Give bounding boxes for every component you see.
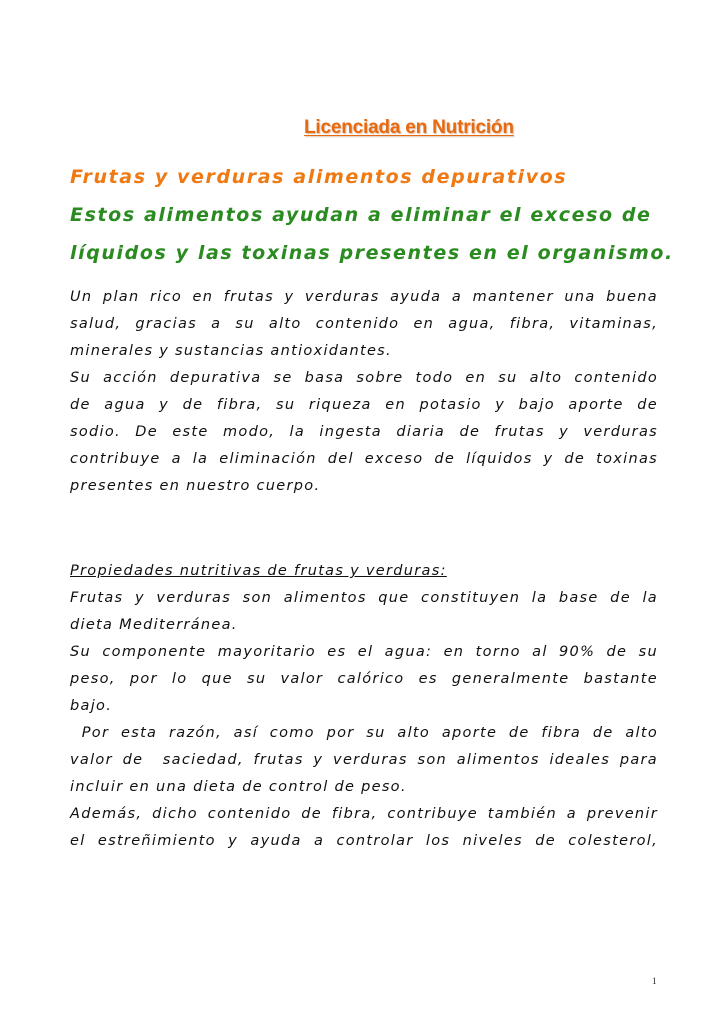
paragraph-line: incluir en una dieta de control de peso.: [70, 779, 407, 795]
paragraph-line: peso, por lo que su valor calórico es generalmente bastante: [70, 671, 658, 687]
header-title: Licenciada en Nutrición: [304, 117, 514, 138]
paragraph-line: minerales y sustancias antioxidantes.: [70, 343, 392, 359]
paragraph-line: Su componente mayoritario es el agua: en torno al 90% de su: [70, 644, 658, 660]
paragraph-line: dieta Mediterránea.: [70, 617, 238, 633]
document-subtitle: [70, 196, 674, 272]
paragraph-depurative-action: [70, 365, 658, 500]
paragraph-line: valor de saciedad, frutas y verduras son alimentos ideales para: [70, 752, 658, 768]
section-body: [70, 585, 658, 855]
paragraph-line: Un plan rico en frutas y verduras ayuda a mantener una buena: [70, 289, 658, 305]
paragraph-line: Frutas y verduras son alimentos que constituyen la base de la: [70, 590, 658, 606]
paragraph-intro: [70, 284, 658, 365]
paragraph-line: Su acción depurativa se basa sobre todo en su alto contenido: [70, 370, 658, 386]
paragraph-line: presentes en nuestro cuerpo.: [70, 478, 321, 494]
subtitle-line: líquidos y las toxinas presentes en el organismo.: [70, 242, 674, 264]
page-number: 1: [652, 976, 657, 986]
paragraph-line: de agua y de fibra, su riqueza en potasio y bajo aporte de: [70, 397, 658, 413]
paragraph-line: Además, dicho contenido de fibra, contribuye también a prevenir: [70, 806, 658, 822]
paragraph-line: bajo.: [70, 698, 113, 714]
paragraph-line: Por esta razón, así como por su alto aporte de fibra de alto: [70, 725, 658, 741]
paragraph-line: contribuye a la eliminación del exceso de líquidos y de toxinas: [70, 451, 658, 467]
paragraph-line: salud, gracias a su alto contenido en agua, fibra, vitaminas,: [70, 316, 658, 332]
subtitle-line: Estos alimentos ayudan a eliminar el exceso de: [70, 204, 652, 226]
paragraph-line: sodio. De este modo, la ingesta diaria de frutas y verduras: [70, 424, 658, 440]
document-title: Frutas y verduras alimentos depurativos: [70, 166, 568, 188]
paragraph-line: el estreñimiento y ayuda a controlar los niveles de colesterol,: [70, 833, 658, 849]
section-heading: Propiedades nutritivas de frutas y verduras:: [70, 563, 447, 579]
